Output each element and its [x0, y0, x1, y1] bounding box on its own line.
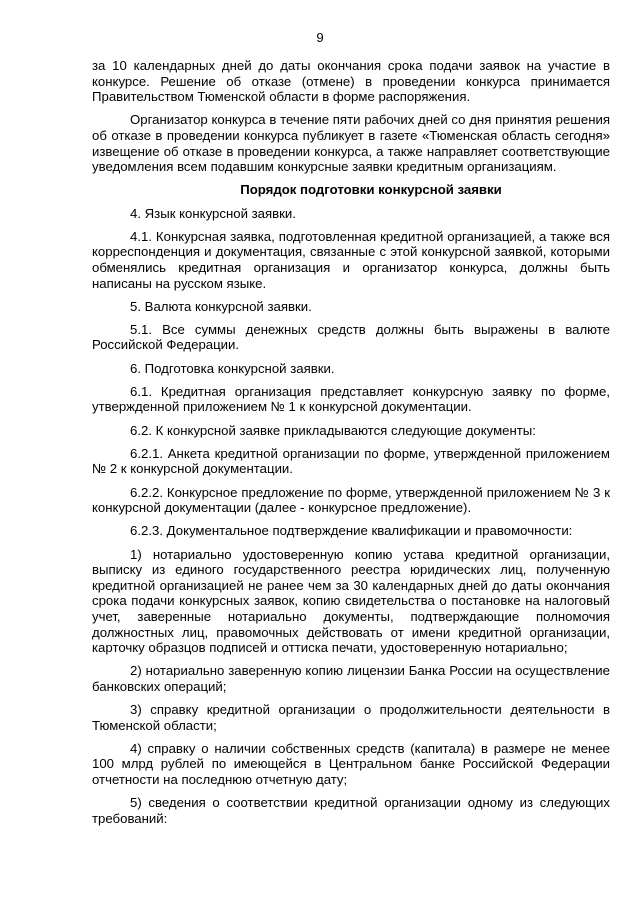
paragraph-p-item-5: 5) сведения о соответствии кредитной организации одному из следующих требований:: [92, 795, 610, 826]
paragraph-p-6-2: 6.2. К конкурсной заявке прикладываются следующие документы:: [130, 422, 536, 438]
paragraph-p-item-3: 3) справку кредитной организации о продолжительности деятельности в Тюменской области;: [92, 702, 610, 733]
paragraph-p-5-1: 5.1. Все суммы денежных средств должны быть выражены в валюте Российской Федерации.: [92, 321, 610, 353]
paragraph-p-6-2-3: 6.2.3. Документальное подтверждение квалификации и правомочности:: [130, 523, 573, 539]
paragraph-p-6: 6. Подготовка конкурсной заявки.: [130, 360, 335, 376]
paragraph-p-item-1: 1) нотариально удостоверенную копию устава кредитной организации, выписку из единого государственного реестра юридических лиц, полученную кредитной организацией не ранее чем за 30 календарных дней до даты окончания срока подачи конкурсных заявок, копию свидетельства о постановке на налоговый учет, заверенные нотариально документы, подтверждающие полномочия должностных лиц, правомочных действовать от имени кредитной организации, карточку образцов подписей и оттиска печати, удостоверенную нотариально;: [92, 546, 610, 656]
paragraph-p-6-2-2: 6.2.2. Конкурсное предложение по форме, утвержденной приложением № 3 к конкурсной документации (далее - конкурсное предложение).: [92, 484, 610, 516]
section-heading: Порядок подготовки конкурсной заявки: [240, 182, 502, 198]
paragraph-p-6-2-1: 6.2.1. Анкета кредитной организации по форме, утвержденной приложением № 2 к конкурсной документации.: [92, 445, 610, 477]
paragraph-p-4-1: 4.1. Конкурсная заявка, подготовленная кредитной организацией, а также вся корреспонденция и документация, связанные с этой конкурсной заявкой, которыми обменялись кредитная организация и организатор конкурса, должны быть написаны на русском языке.: [92, 228, 610, 291]
paragraph-p-item-4: 4) справку о наличии собственных средств (капитала) в размере не менее 100 млрд рублей по имеющейся в Центральном банке Российской Федерации отчетности на последнюю отчетную дату;: [92, 740, 610, 788]
paragraph-p-4: 4. Язык конкурсной заявки.: [130, 205, 296, 221]
paragraph-p-continuation-1: за 10 календарных дней до даты окончания срока подачи заявок на участие в конкурсе. Решение об отказе (отмене) в проведении конкурса принимается Правительством Тюменской области в форме распоряжения.: [92, 58, 610, 105]
paragraph-p-6-1: 6.1. Кредитная организация представляет конкурсную заявку по форме, утвержденной приложением № 1 к конкурсной документации.: [92, 383, 610, 415]
page-number: 9: [316, 30, 324, 45]
paragraph-p-organizer-notice: Организатор конкурса в течение пяти рабочих дней со дня принятия решения об отказе в проведении конкурса публикует в газете «Тюменская область сегодня» извещение об отказе в проведении конкурса, а также направляет соответствующие уведомления всем подавшим конкурсные заявки кредитным организациям.: [92, 112, 610, 175]
document-body: [92, 58, 610, 834]
paragraph-p-5: 5. Валюта конкурсной заявки.: [130, 298, 312, 314]
paragraph-p-item-2: 2) нотариально заверенную копию лицензии Банка России на осуществление банковских операций;: [92, 663, 610, 694]
